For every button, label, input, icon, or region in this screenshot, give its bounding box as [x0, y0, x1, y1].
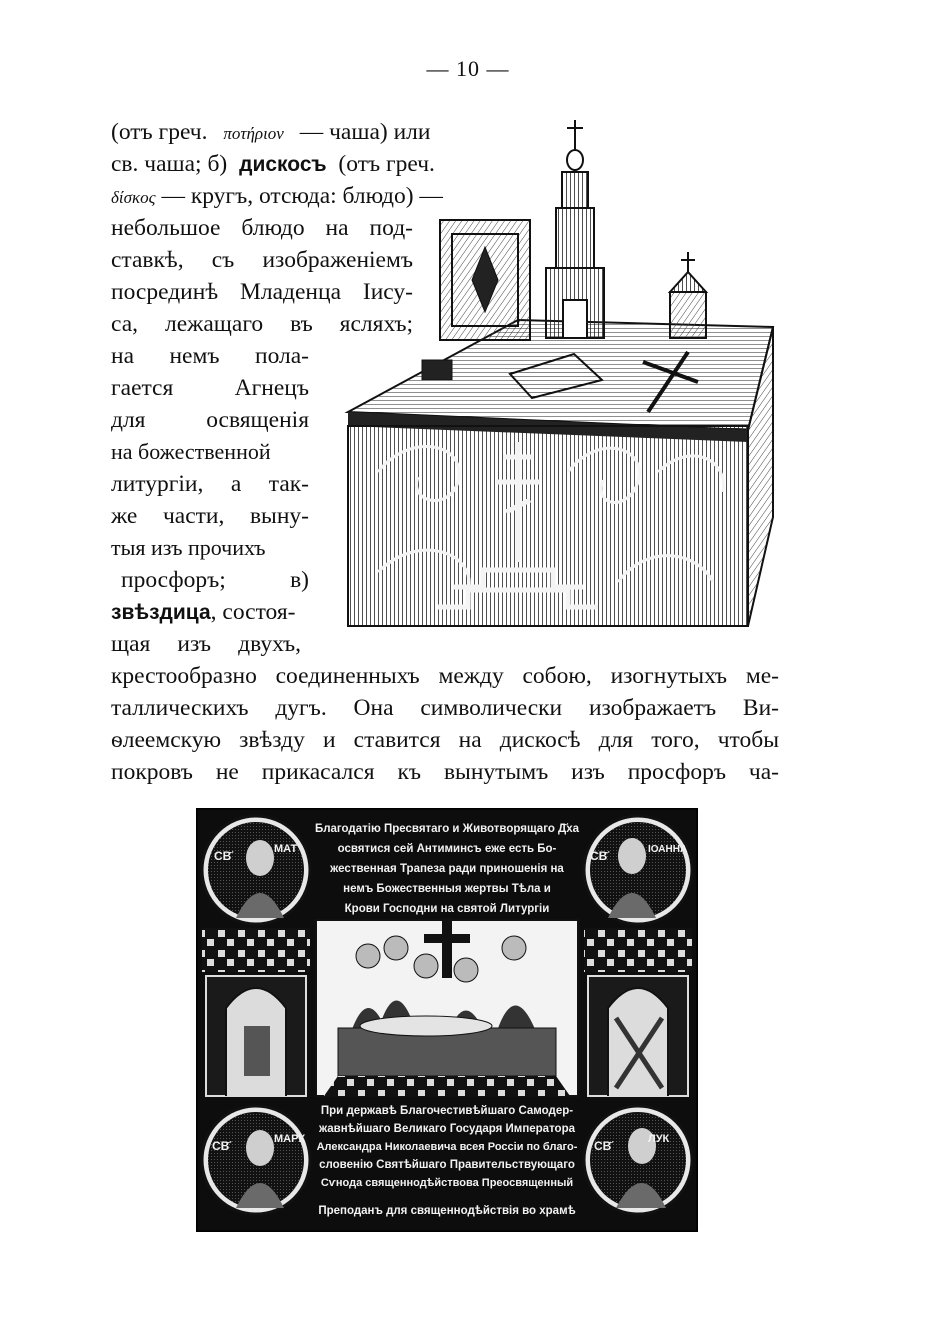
medallion-br-left: СВ҃	[594, 1139, 612, 1153]
text-line-10: для освященія	[111, 407, 309, 433]
page-number: — 10 —	[426, 56, 510, 81]
text-line-9: гается Агнецъ	[111, 375, 309, 401]
medallion-tr-left: СВ҃	[590, 849, 608, 863]
text-line-16: звѣздица, состоя-	[111, 599, 296, 625]
side-panel-right	[584, 928, 692, 1096]
side-panel-left	[202, 928, 310, 1096]
text-line-21: покровъ не прикасался къ вынутымъ изъ просфоръ ча-	[111, 759, 779, 785]
text-line-17: щая изъ двухъ,	[111, 631, 301, 657]
text-line-6: посрединѣ Младенца Іису-	[111, 279, 413, 305]
text-line-12: литургіи, а так-	[111, 471, 309, 497]
text-line-7: са, лежащаго въ ясляхъ;	[111, 311, 413, 337]
bottom-line-3: Александра Николаевича всея Россіи по благо-	[316, 1141, 578, 1153]
medallion-bottom-right	[584, 1106, 692, 1214]
top-line-5: Крови Господни на святой Литургіи	[344, 903, 550, 915]
text-line-14: тыя изъ прочихъ	[111, 535, 266, 560]
medallion-tl-left: СВ҃	[214, 849, 232, 863]
medallion-top-right	[584, 816, 692, 924]
text-line-15: просфоръ; в)	[121, 567, 309, 593]
top-line-3: жественная Трапеза ради приношенія на	[330, 863, 564, 875]
text-line-19: таллическихъ дугъ. Она символически изображаетъ Ви-	[111, 695, 779, 721]
entombment-scene	[316, 918, 578, 1096]
medallion-tl-right: МАТ	[274, 843, 298, 855]
bottom-line-2: жавнѣйшаго Великаго Государя Императора	[318, 1123, 576, 1135]
text-line-18: крестообразно соединенныхъ между собою, изогнутыхъ ме-	[111, 663, 779, 689]
text-line-1: (отъ греч. ποτήριον — чаша) или	[111, 119, 431, 145]
text-line-20: ѳлеемскую звѣзду и ставится на дискосѣ для того, чтобы	[111, 727, 779, 753]
reliquary	[670, 252, 706, 338]
text-line-8: на немъ пола-	[111, 343, 309, 369]
medallion-bottom-left	[202, 1106, 310, 1214]
text-line-2: св. чаша; б) дискосъ (отъ греч.	[111, 151, 435, 177]
medallion-bl-right: МАРК	[274, 1133, 306, 1145]
tabernacle	[546, 120, 604, 338]
antimension-engraving	[196, 808, 698, 1232]
top-line-1: Благодатію Пресвятаго и Животворящаго Д҃ха	[314, 823, 580, 835]
medallion-tr-right: ІОАННА	[648, 844, 688, 855]
top-line-4: немъ Божественныя жертвы Тѣла и	[343, 883, 551, 895]
text-line-3: δίσκος — кругъ, отсюда: блюдо) —	[111, 183, 443, 209]
medallion-top-left	[202, 816, 310, 924]
medallion-bl-left: СВ҃	[212, 1139, 230, 1153]
bottom-line-4: словенію Святѣйшаго Правительствующаго	[319, 1159, 575, 1171]
medallion-br-right: ЛУК	[648, 1133, 670, 1145]
text-line-13: же части, выну-	[111, 503, 309, 529]
altar-engraving	[318, 112, 784, 642]
top-line-2: освятися сей Антиминсъ еже есть Бо-	[337, 843, 557, 855]
bottom-line-5: Сѵнода священнодѣйствова Преосвященный	[320, 1177, 574, 1189]
bottom-line-1: При державѣ Благочестивѣйшаго Самодер-	[320, 1105, 574, 1117]
text-line-4: небольшое блюдо на под-	[111, 215, 413, 241]
text-line-5: ставкѣ, съ изображеніемъ	[111, 247, 413, 273]
text-line-11: на божественной	[111, 439, 271, 464]
small-box	[422, 360, 452, 380]
footer-line: Преподанъ для священнодѣйствія во храмѣ	[318, 1205, 576, 1217]
